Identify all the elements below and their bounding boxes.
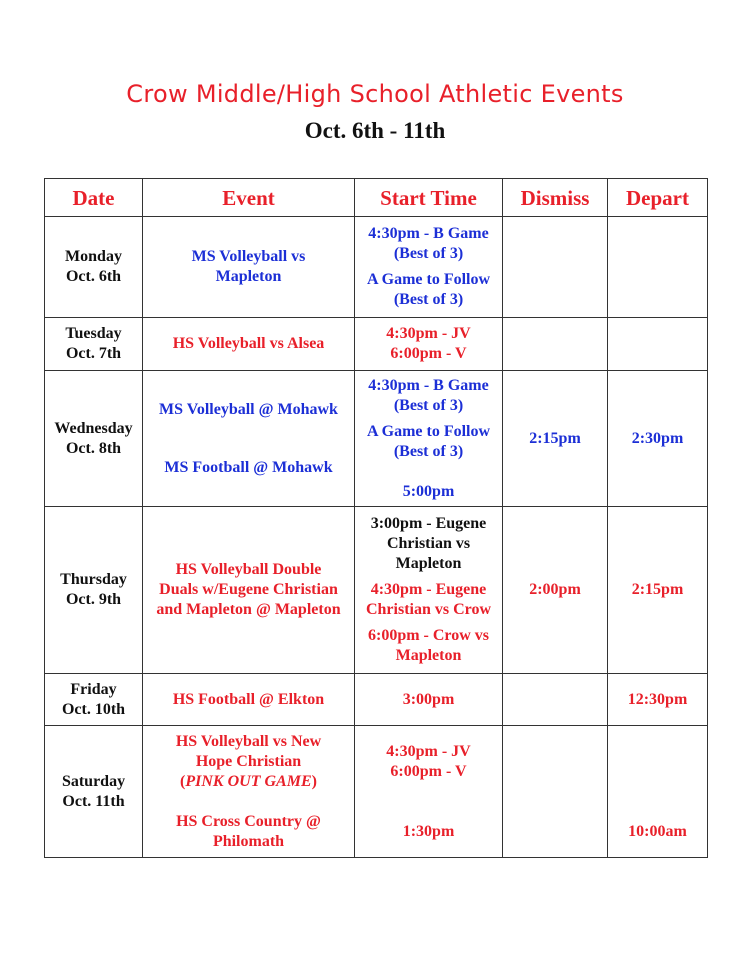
day-name: Friday [70,680,117,698]
start-line: (Best of 3) [393,291,464,308]
event-cell [143,726,355,858]
header-date: Date [45,179,143,217]
event-line: Hope Christian [195,752,302,770]
date-cell [45,217,143,318]
start-line: (Best of 3) [393,245,464,262]
start-time-cell [355,726,503,858]
event-line: Duals w/Eugene Christian [159,581,338,598]
start-time-cell [355,507,503,674]
day-name: Wednesday [54,419,133,437]
start-line: 4:30pm - B Game [368,225,489,242]
page-title: Crow Middle/High School Athletic Events [126,80,624,108]
day-name: Monday [65,248,122,265]
date-cell [45,674,143,726]
day-date: Oct. 8th [65,439,122,457]
start-line: 1:30pm [402,822,455,840]
start-line: 6:00pm - V [390,762,467,780]
events-table [44,178,708,858]
event-cell [143,217,355,318]
header-depart: Depart [608,179,708,217]
event-line: HS Cross Country @ [176,812,321,830]
start-line: 4:30pm - Eugene [370,581,487,598]
start-time-cell [355,318,503,371]
depart-cell: 2:30pm [608,371,708,507]
dismiss-cell: 2:00pm [503,507,608,674]
start-line: 5:00pm [402,482,455,500]
depart-cell: 12:30pm [608,674,708,726]
event-line: MS Volleyball vs [191,248,306,265]
pink-out-label: PINK OUT GAME [185,772,312,790]
event-line: HS Volleyball Double [175,561,322,578]
depart-line: 10:00am [628,822,687,840]
start-line: 4:30pm - B Game [368,376,489,394]
depart-cell [608,318,708,371]
dismiss-cell [503,318,608,371]
start-line: 6:00pm - Crow vs [367,627,490,644]
event-line: Mapleton [215,268,282,285]
start-line: 3:00pm [402,690,455,708]
table-row [45,371,708,507]
start-line: 4:30pm - JV [386,325,471,342]
day-name: Tuesday [65,325,122,342]
depart-cell [608,726,708,858]
start-line: 4:30pm - JV [386,742,471,760]
start-line: (Best of 3) [393,396,464,414]
event-line: HS Volleyball vs Alsea [172,335,325,352]
date-cell [45,371,143,507]
day-name: Thursday [60,571,127,588]
event-cell [143,371,355,507]
start-line: Mapleton [395,555,462,572]
start-line: A Game to Follow [366,271,491,288]
dismiss-cell: 2:15pm [503,371,608,507]
day-date: Oct. 11th [62,792,125,810]
table-row [45,507,708,674]
depart-cell [608,217,708,318]
header-dismiss: Dismiss [503,179,608,217]
header-event: Event [143,179,355,217]
event-line: MS Football @ Mohawk [164,458,333,476]
table-row [45,318,708,371]
start-time-cell [355,371,503,507]
event-line: MS Volleyball @ Mohawk [159,400,338,418]
date-cell [45,726,143,858]
start-line: 3:00pm - Eugene [370,515,487,532]
day-date: Oct. 10th [61,700,126,718]
day-date: Oct. 9th [65,591,122,608]
start-line: (Best of 3) [393,442,464,460]
depart-cell: 2:15pm [608,507,708,674]
event-cell [143,674,355,726]
table-row [45,217,708,318]
day-date: Oct. 6th [65,268,122,285]
start-line: Christian vs Crow [365,601,492,618]
date-cell [45,318,143,371]
day-date: Oct. 7th [65,345,122,362]
dismiss-cell [503,674,608,726]
page-subtitle: Oct. 6th - 11th [304,118,446,143]
header-start-time: Start Time [355,179,503,217]
event-cell [143,318,355,371]
dismiss-cell [503,217,608,318]
event-line: Philomath [212,832,285,850]
date-cell [45,507,143,674]
start-line: 6:00pm - V [390,345,467,362]
dismiss-cell [503,726,608,858]
start-line: A Game to Follow [366,422,491,440]
table-row [45,726,708,858]
event-line: HS Volleyball vs New [175,732,322,750]
start-line: Mapleton [395,647,462,664]
event-line: and Mapleton @ Mapleton [156,601,341,618]
event-line-pink-out: (PINK OUT GAME) [180,772,317,790]
event-line: HS Football @ Elkton [172,690,325,708]
table-row [45,674,708,726]
table-header-row [45,179,708,217]
day-name: Saturday [61,772,126,790]
start-line: Christian vs [386,535,471,552]
event-cell [143,507,355,674]
start-time-cell [355,217,503,318]
start-time-cell [355,674,503,726]
